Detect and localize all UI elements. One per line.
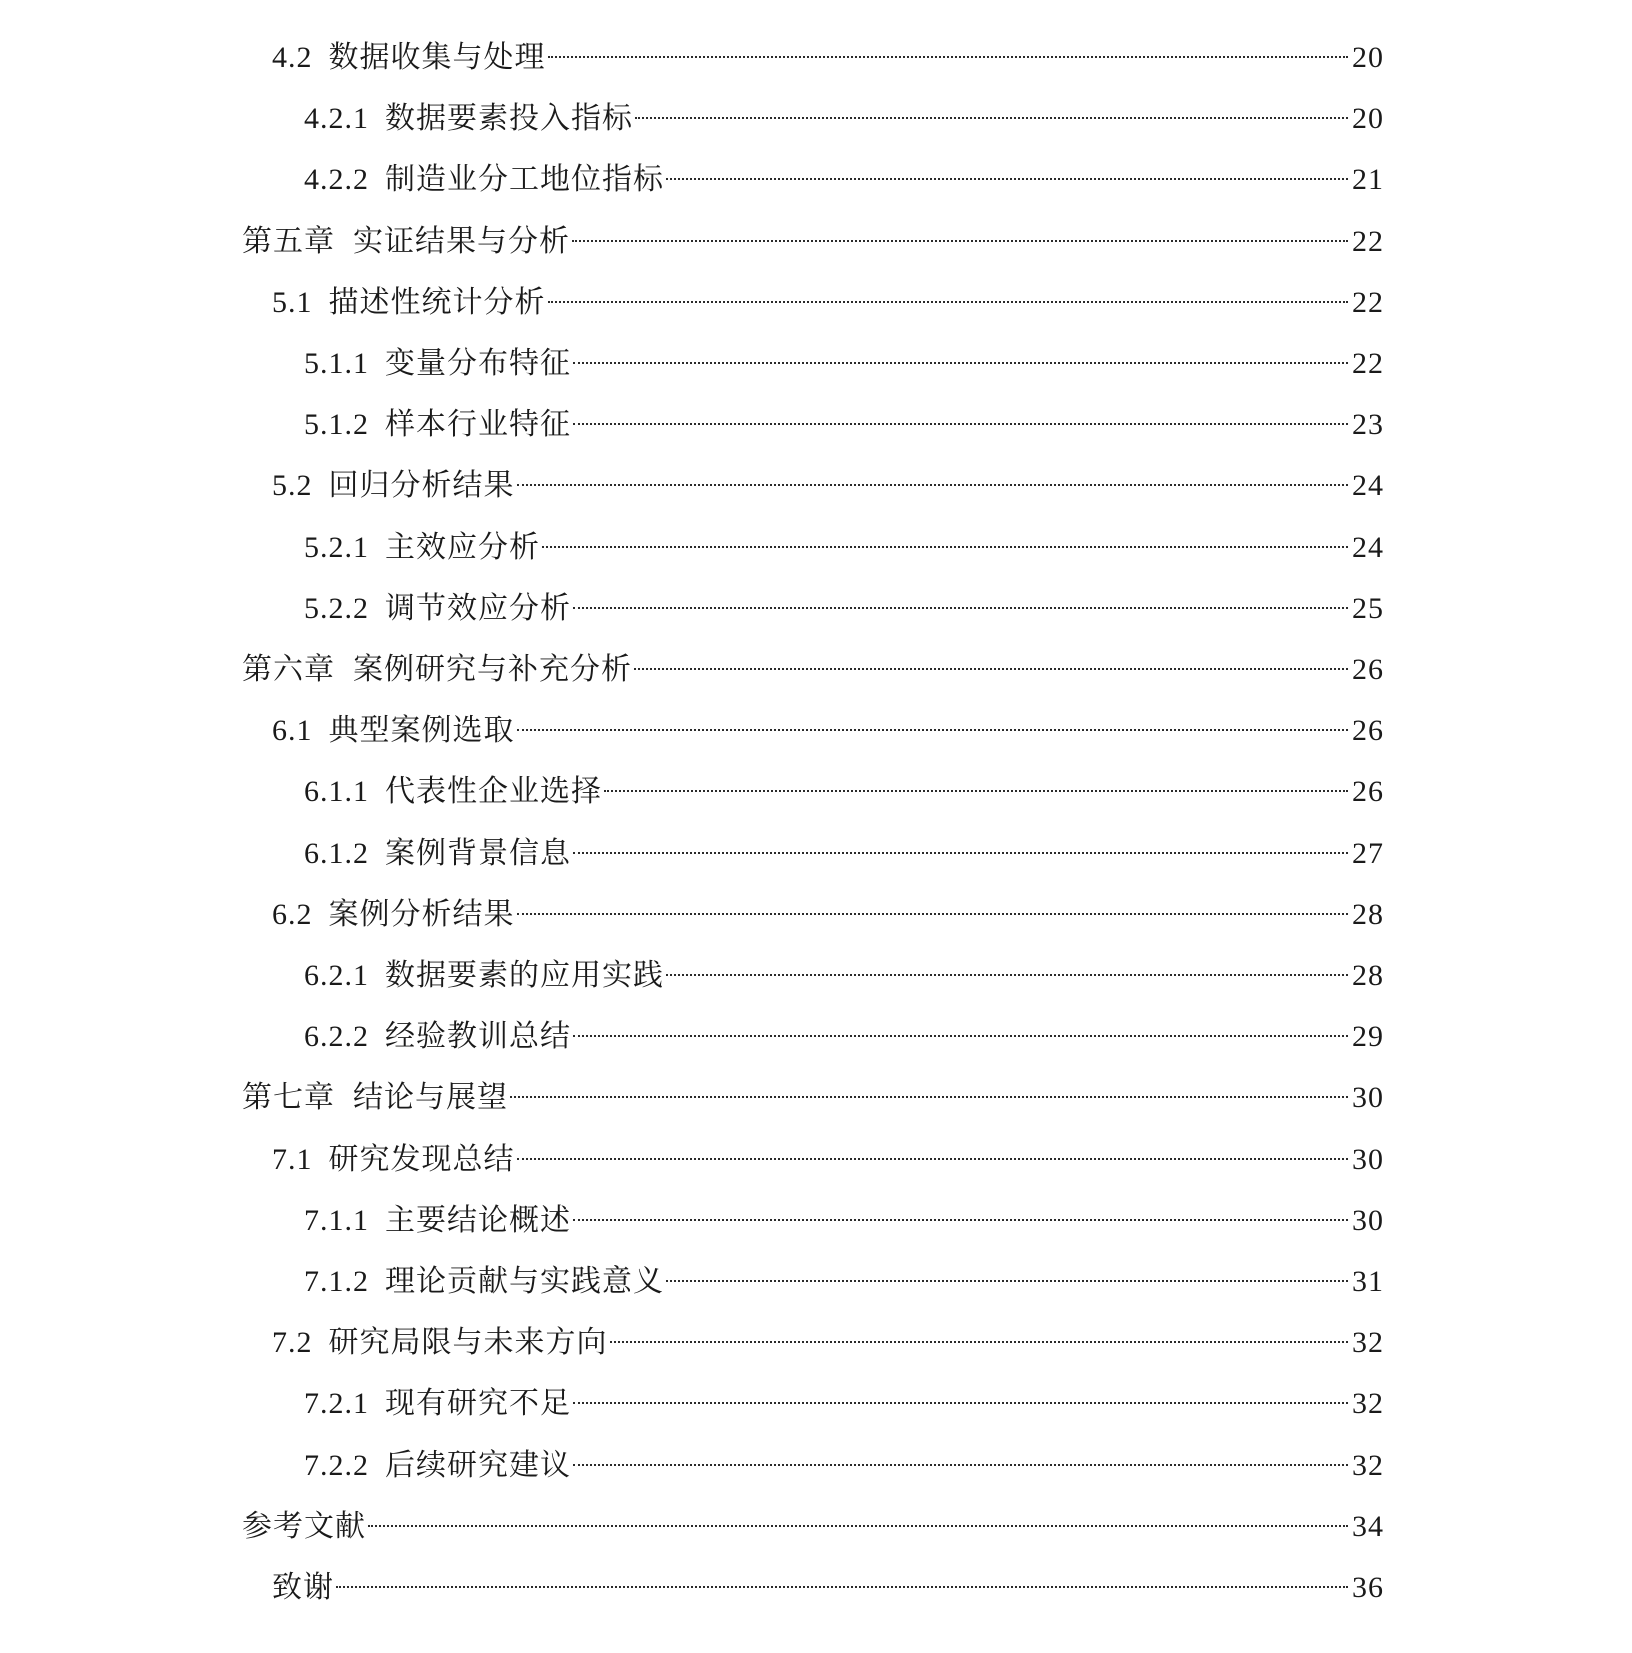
- dot-leader: [634, 668, 1348, 670]
- toc-entry[interactable]: [304, 1017, 1384, 1057]
- toc-entry-number: 5.1.2: [304, 408, 369, 441]
- dot-leader: [573, 1035, 1348, 1037]
- toc-entry-page-number: 29: [1352, 1020, 1384, 1053]
- toc-entry-number: 6.1.1: [304, 775, 369, 808]
- toc-entry-page-number: 30: [1352, 1081, 1384, 1114]
- toc-entry-title: 变量分布特征: [385, 346, 571, 381]
- toc-entry-page-number: 30: [1352, 1143, 1384, 1176]
- toc-entry[interactable]: [304, 589, 1384, 629]
- toc-entry-title: 理论贡献与实践意义: [385, 1264, 664, 1299]
- toc-entry[interactable]: [272, 895, 1384, 935]
- toc-entry[interactable]: [304, 772, 1384, 812]
- toc-entry-page-number: 32: [1352, 1449, 1384, 1482]
- toc-entry[interactable]: [242, 1078, 1384, 1118]
- dot-leader: [666, 974, 1348, 976]
- toc-entry-number: 7.2.2: [304, 1449, 369, 1482]
- toc-entry-page-number: 24: [1352, 469, 1384, 502]
- toc-entry-page-number: 26: [1352, 775, 1384, 808]
- toc-entry-title: 后续研究建议: [385, 1448, 571, 1483]
- toc-entry-title: 案例分析结果: [328, 897, 515, 932]
- toc-entry-page-number: 20: [1352, 41, 1384, 74]
- toc-entry[interactable]: [304, 160, 1384, 200]
- dot-leader: [666, 178, 1348, 180]
- dot-leader: [573, 607, 1348, 609]
- toc-entry-page-number: 27: [1352, 837, 1384, 870]
- dot-leader: [635, 117, 1348, 119]
- toc-entry-title: 制造业分工地位指标: [385, 162, 664, 197]
- toc-entry-page-number: 22: [1352, 225, 1384, 258]
- toc-entry-title: 主要结论概述: [385, 1203, 571, 1238]
- toc-entry-title: 主效应分析: [385, 530, 540, 565]
- toc-entry-title: 研究发现总结: [328, 1142, 515, 1177]
- toc-entry-title: 案例背景信息: [385, 836, 571, 871]
- dot-leader: [510, 1096, 1348, 1098]
- toc-entry-page-number: 24: [1352, 531, 1384, 564]
- toc-entry[interactable]: [272, 711, 1384, 751]
- toc-entry-number: 7.2.1: [304, 1387, 369, 1420]
- toc-entry-page-number: 32: [1352, 1326, 1384, 1359]
- toc-entry-page-number: 22: [1352, 347, 1384, 380]
- toc-entry-number: 5.1: [272, 286, 313, 319]
- dot-leader: [336, 1586, 1348, 1588]
- dot-leader: [604, 790, 1348, 792]
- toc-entry-number: 7.1.1: [304, 1204, 369, 1237]
- toc-entry[interactable]: [272, 283, 1384, 323]
- dot-leader: [572, 240, 1348, 242]
- toc-entry-title: 参考文献: [242, 1509, 366, 1544]
- toc-entry-number: 4.2.2: [304, 163, 369, 196]
- toc-entry[interactable]: [304, 1384, 1384, 1424]
- toc-entry[interactable]: [304, 1446, 1384, 1486]
- toc-entry-number: 6.1: [272, 714, 313, 747]
- dot-leader: [548, 56, 1349, 58]
- toc-entry-page-number: 28: [1352, 959, 1384, 992]
- toc-entry-title: 案例研究与补充分析: [353, 652, 632, 687]
- toc-entry[interactable]: [304, 1201, 1384, 1241]
- toc-entry[interactable]: [304, 834, 1384, 874]
- toc-entry-page-number: 26: [1352, 653, 1384, 686]
- toc-entry-title: 研究局限与未来方向: [328, 1325, 608, 1360]
- toc-entry[interactable]: [272, 1568, 1384, 1608]
- dot-leader: [542, 546, 1348, 548]
- toc-entry-number: 7.1: [272, 1143, 313, 1176]
- dot-leader: [548, 301, 1349, 303]
- toc-entry-number: 4.2: [272, 41, 313, 74]
- toc-entry-title: 数据要素投入指标: [385, 101, 633, 136]
- toc-entry-number: 7.2: [272, 1326, 313, 1359]
- toc-entry-title: 经验教训总结: [385, 1019, 571, 1054]
- toc-entry-number: 7.1.2: [304, 1265, 369, 1298]
- dot-leader: [573, 1402, 1348, 1404]
- toc-entry-title: 数据要素的应用实践: [385, 958, 664, 993]
- toc-entry-title: 调节效应分析: [385, 591, 571, 626]
- toc-entry-page-number: 20: [1352, 102, 1384, 135]
- toc-entry-page-number: 21: [1352, 163, 1384, 196]
- dot-leader: [666, 1280, 1348, 1282]
- toc-entry-page-number: 26: [1352, 714, 1384, 747]
- toc-entry-page-number: 22: [1352, 286, 1384, 319]
- toc-entry-number: 4.2.1: [304, 102, 369, 135]
- toc-entry-number: 6.2.2: [304, 1020, 369, 1053]
- dot-leader: [573, 362, 1348, 364]
- toc-entry[interactable]: [304, 1262, 1384, 1302]
- toc-entry[interactable]: [304, 344, 1384, 384]
- toc-entry-title: 描述性统计分析: [328, 285, 546, 320]
- dot-leader: [368, 1525, 1348, 1527]
- dot-leader: [573, 1219, 1348, 1221]
- toc-entry[interactable]: [272, 466, 1384, 506]
- toc-entry[interactable]: [304, 405, 1384, 445]
- toc-entry-number: 5.2.1: [304, 531, 369, 564]
- toc-entry-title: 典型案例选取: [328, 713, 515, 748]
- toc-entry-page-number: 28: [1352, 898, 1384, 931]
- toc-entry[interactable]: [242, 650, 1384, 690]
- dot-leader: [573, 1464, 1348, 1466]
- toc-entry[interactable]: [242, 1507, 1384, 1547]
- toc-entry-page-number: 36: [1352, 1571, 1384, 1604]
- dot-leader: [517, 484, 1349, 486]
- toc-entry[interactable]: [272, 38, 1384, 78]
- dot-leader: [610, 1341, 1349, 1343]
- toc-entry-number: 第六章: [242, 653, 335, 686]
- toc-entry-page-number: 34: [1352, 1510, 1384, 1543]
- toc-entry-number: 5.2.2: [304, 592, 369, 625]
- toc-entry-page-number: 32: [1352, 1387, 1384, 1420]
- dot-leader: [517, 913, 1349, 915]
- toc-entry[interactable]: [272, 1323, 1384, 1363]
- toc-entry[interactable]: [304, 99, 1384, 139]
- toc-entry-number: 6.2.1: [304, 959, 369, 992]
- toc-entry-page-number: 25: [1352, 592, 1384, 625]
- toc-entry-title: 现有研究不足: [385, 1386, 571, 1421]
- toc-entry[interactable]: [242, 222, 1384, 262]
- toc-entry-title: 致谢: [272, 1570, 334, 1605]
- toc-entry-number: 第七章: [242, 1081, 335, 1114]
- toc-entry-number: 5.1.1: [304, 347, 369, 380]
- toc-entry-title: 样本行业特征: [385, 407, 571, 442]
- toc-entry-number: 6.1.2: [304, 837, 369, 870]
- toc-entry[interactable]: [304, 956, 1384, 996]
- toc-entry[interactable]: [272, 1140, 1384, 1180]
- toc-entry-number: 第五章: [242, 225, 335, 258]
- dot-leader: [517, 729, 1349, 731]
- toc-entry-title: 回归分析结果: [328, 468, 515, 503]
- toc-entry-title: 结论与展望: [353, 1080, 508, 1115]
- toc-entry-title: 数据收集与处理: [328, 40, 546, 75]
- dot-leader: [573, 423, 1348, 425]
- toc-entry-title: 代表性企业选择: [385, 774, 602, 809]
- toc-entry-page-number: 30: [1352, 1204, 1384, 1237]
- dot-leader: [573, 852, 1348, 854]
- toc-entry-page-number: 23: [1352, 408, 1384, 441]
- toc-entry[interactable]: [304, 528, 1384, 568]
- toc-entry-number: 5.2: [272, 469, 313, 502]
- dot-leader: [517, 1158, 1349, 1160]
- toc-entry-page-number: 31: [1352, 1265, 1384, 1298]
- toc-entry-number: 6.2: [272, 898, 313, 931]
- toc-entry-title: 实证结果与分析: [353, 224, 570, 259]
